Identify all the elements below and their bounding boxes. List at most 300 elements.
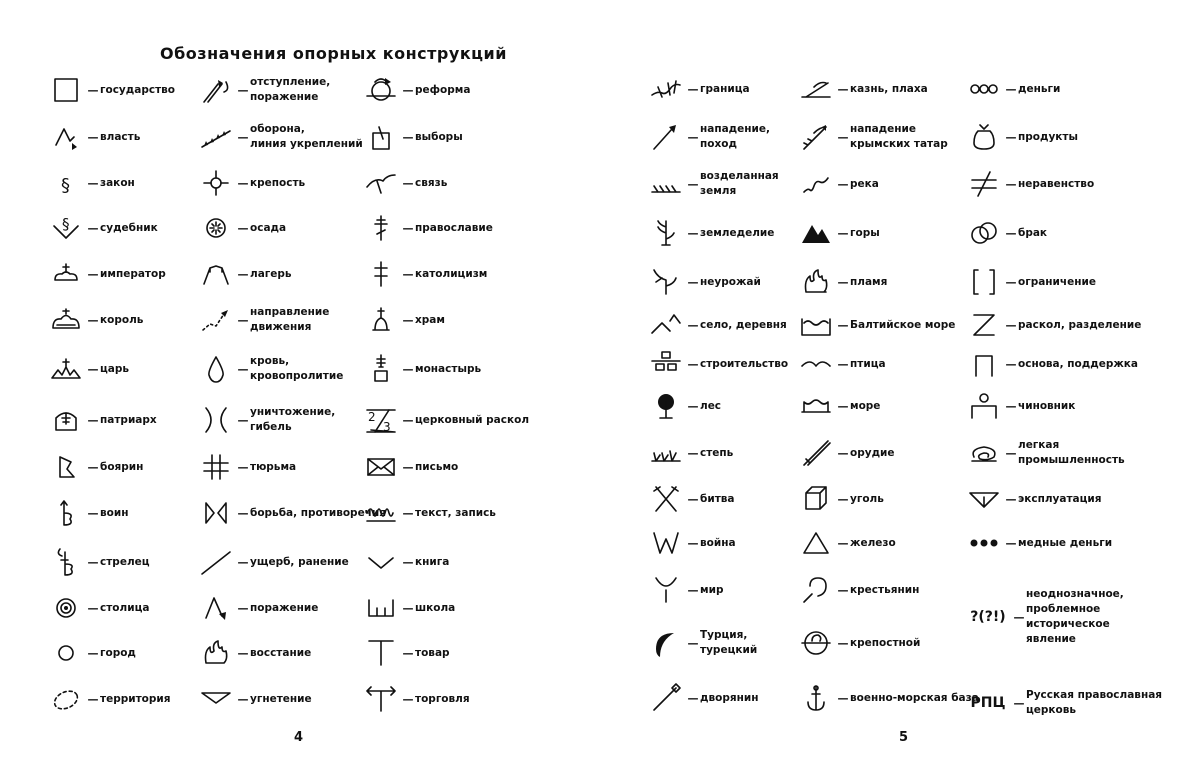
legend-entry [968, 266, 1096, 298]
legend-label: государство [100, 83, 176, 96]
legend-entry [968, 348, 1138, 380]
legend-entry [200, 304, 329, 336]
legend-entry [800, 266, 887, 298]
legend-label: храм [415, 313, 445, 326]
legend-dash: — [837, 357, 849, 371]
legend-entry [968, 483, 1102, 515]
legend-dash: — [402, 176, 414, 190]
legend-dash: — [237, 83, 249, 97]
legend-dash: — [1005, 130, 1017, 144]
legend-label: Балтийское море [850, 318, 956, 331]
legend-entry [650, 309, 787, 341]
legend-dash: — [1005, 399, 1017, 413]
legend-entry [50, 546, 150, 578]
forest-tree-icon [650, 390, 682, 422]
legend-entry [50, 451, 143, 483]
legend-dash: — [837, 636, 849, 650]
marriage-rings-icon [968, 217, 1000, 249]
legend-label: судебник [100, 221, 158, 234]
page-title: Обозначения опорных конструкций [160, 44, 507, 63]
food-sack-icon [968, 121, 1000, 153]
legend-entry [365, 592, 455, 624]
legend-label: возделанная земля [700, 170, 779, 197]
page-number-right: 5 [899, 730, 909, 745]
legend-entry [650, 682, 758, 714]
legend-label: восстание [250, 646, 312, 659]
legend-entry [365, 167, 447, 199]
legend-label: реформа [415, 83, 471, 96]
legend-dash: — [87, 313, 99, 327]
power-arrow-icon [50, 121, 82, 153]
tsar-icon [50, 353, 82, 385]
serf-icon [800, 627, 832, 659]
money-coins-icon [968, 73, 1000, 105]
legend-dash: — [837, 275, 849, 289]
legend-label: эксплуатация [1018, 492, 1102, 505]
legend-entry [968, 168, 1094, 200]
goods-icon [365, 637, 397, 669]
legend-entry [650, 266, 761, 298]
baltic-sea-icon [800, 309, 832, 341]
legend-label: пламя [850, 275, 888, 288]
tatar-attack-icon [800, 121, 832, 153]
legend-dash: — [237, 460, 249, 474]
legend-dash: — [687, 130, 699, 144]
legend-label: столица [100, 601, 150, 614]
legend-label: строительство [700, 357, 789, 370]
legend-entry [50, 304, 143, 336]
mountains-icon [800, 217, 832, 249]
legend-label: текст, запись [415, 506, 496, 519]
legend-label: чиновник [1018, 399, 1076, 412]
legend-dash: — [1013, 696, 1025, 710]
official-icon [968, 390, 1000, 422]
legend-entry [800, 627, 920, 659]
legend-entry [800, 574, 919, 606]
legend-entry [365, 683, 470, 715]
legend-dash: — [1005, 536, 1017, 550]
legend-entry [650, 390, 721, 422]
legend-label: нападение крымских татар [850, 123, 948, 150]
legend-entry [50, 683, 171, 715]
legend-label: река [850, 177, 879, 190]
legend-entry [365, 404, 529, 436]
legend-label: император [100, 267, 166, 280]
legend-label: основа, поддержка [1018, 357, 1139, 370]
legend-label: горы [850, 226, 880, 239]
legend-dash: — [237, 313, 249, 327]
legend-dash: — [87, 646, 99, 660]
legend-dash: — [687, 318, 699, 332]
legend-dash: — [1005, 226, 1017, 240]
legend-dash: — [402, 83, 414, 97]
bird-icon [800, 348, 832, 380]
fortified-line-icon [200, 121, 232, 153]
cultivated-land-icon [650, 168, 682, 200]
legend-dash: — [237, 176, 249, 190]
svg-text:§: § [62, 215, 70, 233]
legend-dash: — [687, 177, 699, 191]
legend-dash: — [687, 636, 699, 650]
legend-entry [50, 404, 157, 436]
legend-entry [365, 304, 445, 336]
legend-dash: — [1005, 446, 1017, 460]
legend-entry [365, 546, 449, 578]
legend-label: отступление, поражение [250, 76, 331, 103]
camp-icon [200, 258, 232, 290]
legend-label: католицизм [415, 267, 488, 280]
peace-icon [650, 574, 682, 606]
legend-dash: — [687, 226, 699, 240]
legend-label: направление движения [250, 306, 330, 333]
legend-dash: — [237, 413, 249, 427]
legend-dash: — [237, 506, 249, 520]
nobleman-sword-icon [650, 682, 682, 714]
legend-dash: — [837, 583, 849, 597]
legend-entry [200, 637, 311, 669]
legend-label: патриарх [100, 413, 157, 426]
svg-text:3: 3 [383, 420, 391, 434]
sea-icon [800, 390, 832, 422]
legend-dash: — [687, 357, 699, 371]
destruction-icon [200, 404, 232, 436]
russian-church-abbr-icon [968, 687, 1008, 719]
legend-label: товар [415, 646, 450, 659]
trade-icon [365, 683, 397, 715]
legend-dash: — [237, 646, 249, 660]
writing-icon [365, 497, 397, 529]
legend-dash: — [237, 221, 249, 235]
legend-dash: — [87, 506, 99, 520]
legend-dash: — [87, 460, 99, 474]
legend-label: торговля [415, 692, 470, 705]
legend-entry [365, 497, 496, 529]
legend-dash: — [837, 492, 849, 506]
connection-icon [365, 167, 397, 199]
legend-label: птица [850, 357, 886, 370]
legend-entry [50, 121, 140, 153]
legend-label: православие [415, 221, 493, 234]
legend-label: Русская православная церковь [1026, 689, 1163, 716]
legend-label: медные деньги [1018, 536, 1113, 549]
legend-entry [800, 527, 896, 559]
legend-entry [50, 353, 129, 385]
legend-entry [200, 212, 286, 244]
legend-entry [800, 73, 928, 105]
legend-dash: — [237, 692, 249, 706]
legend-label: кровь, кровопролитие [250, 355, 344, 382]
legend-dash: — [87, 601, 99, 615]
legend-dash: — [237, 601, 249, 615]
legend-label: воин [100, 506, 129, 519]
legend-label: тюрьма [250, 460, 297, 473]
exploitation-icon [968, 483, 1000, 515]
legend-label: угнетение [250, 692, 312, 705]
legend-entry [365, 637, 450, 669]
streltsy-icon [50, 546, 82, 578]
legend-label: письмо [415, 460, 459, 473]
legend-entry [200, 121, 363, 153]
legend-label: битва [700, 492, 735, 505]
legend-label: продукты [1018, 130, 1079, 143]
symbol-text: ?(?!) [970, 609, 1006, 625]
execution-icon [800, 73, 832, 105]
capital-icon [50, 592, 82, 624]
river-icon [800, 168, 832, 200]
legend-entry [50, 167, 135, 199]
foundation-icon [968, 348, 1000, 380]
legend-entry [968, 309, 1141, 341]
legend-label: железо [850, 536, 896, 549]
attack-arrow-icon [650, 121, 682, 153]
letter-envelope-icon [365, 451, 397, 483]
legend-dash: — [87, 267, 99, 281]
legend-label: неурожай [700, 275, 761, 288]
legend-label: дворянин [700, 691, 759, 704]
legend-dash: — [402, 646, 414, 660]
svg-text:2: 2 [368, 410, 376, 424]
legend-entry [800, 348, 886, 380]
border-icon [650, 73, 682, 105]
legend-dash: — [402, 130, 414, 144]
legend-label: уничтожение, гибель [250, 406, 336, 433]
legend-label: раскол, разделение [1018, 318, 1142, 331]
legend-dash: — [402, 555, 414, 569]
damage-line-icon [200, 546, 232, 578]
split-z-icon [968, 309, 1000, 341]
legend-label: крепостной [850, 636, 921, 649]
legend-label: степь [700, 446, 734, 459]
legend-entry [365, 451, 458, 483]
ballot-box-icon [365, 121, 397, 153]
legend-entry [650, 527, 736, 559]
legend-label: боярин [100, 460, 144, 473]
legend-entry [968, 687, 1162, 719]
legend-entry [200, 683, 312, 715]
legend-label: ущерб, ранение [250, 555, 349, 568]
legend-label: борьба, противоречия [250, 506, 386, 519]
legend-dash: — [687, 275, 699, 289]
legend-dash: — [687, 82, 699, 96]
legend-dash: — [837, 226, 849, 240]
legend-entry [800, 217, 880, 249]
legend-dash: — [87, 413, 99, 427]
peasant-sickle-icon [800, 574, 832, 606]
legend-dash: — [237, 362, 249, 376]
blood-drop-icon [200, 353, 232, 385]
legend-entry [650, 121, 770, 153]
legend-label: нападение, поход [700, 123, 771, 150]
struggle-icon [200, 497, 232, 529]
legend-entry [800, 682, 979, 714]
inequality-icon [968, 168, 1000, 200]
legend-entry [200, 497, 386, 529]
fortress-icon [200, 167, 232, 199]
law-code-icon [50, 212, 82, 244]
legend-entry [50, 637, 136, 669]
legend-entry [968, 390, 1075, 422]
legend-entry [200, 404, 335, 436]
legend-dash: — [837, 318, 849, 332]
weapon-icon [800, 437, 832, 469]
restriction-brackets-icon [968, 266, 1000, 298]
legend-dash: — [402, 221, 414, 235]
legend-label: крепость [250, 176, 306, 189]
war-icon [650, 527, 682, 559]
flame-icon [800, 266, 832, 298]
symbol-text: РПЦ [970, 695, 1006, 711]
legend-label: село, деревня [700, 318, 787, 331]
legend-dash: — [402, 460, 414, 474]
legend-dash: — [1013, 610, 1025, 624]
emperor-crown-icon [50, 258, 82, 290]
construction-icon [650, 348, 682, 380]
legend-dash: — [1005, 82, 1017, 96]
legend-dash: — [402, 267, 414, 281]
legend-dash: — [837, 399, 849, 413]
legend-dash: — [837, 82, 849, 96]
legend-entry [200, 546, 349, 578]
legend-entry [365, 121, 463, 153]
legend-label: море [850, 399, 881, 412]
legend-entry [200, 258, 292, 290]
steppe-icon [650, 437, 682, 469]
legend-dash: — [402, 413, 414, 427]
legend-dash: — [237, 555, 249, 569]
legend-dash: — [87, 362, 99, 376]
legend-entry [50, 592, 149, 624]
legend-dash: — [402, 506, 414, 520]
coal-cube-icon [800, 483, 832, 515]
legend-label: связь [415, 176, 448, 189]
legend-dash: — [402, 362, 414, 376]
legend-dash: — [687, 691, 699, 705]
legend-entry [800, 309, 955, 341]
legend-label: неравенство [1018, 177, 1095, 190]
legend-dash: — [87, 83, 99, 97]
legend-label: крестьянин [850, 583, 920, 596]
legend-dash: — [237, 130, 249, 144]
legend-label: деньги [1018, 82, 1061, 95]
legend-label: территория [100, 692, 171, 705]
legend-label: книга [415, 555, 450, 568]
legend-entry [968, 527, 1112, 559]
legend-label: брак [1018, 226, 1048, 239]
ambiguous-icon [968, 601, 1008, 633]
territory-icon [50, 683, 82, 715]
legend-dash: — [837, 130, 849, 144]
naval-base-icon [800, 682, 832, 714]
patriarch-icon [50, 404, 82, 436]
legend-dash: — [402, 692, 414, 706]
legend-entry [365, 258, 487, 290]
paragraph-icon [50, 167, 82, 199]
legend-label: осада [250, 221, 287, 234]
legend-entry [200, 167, 305, 199]
legend-entry [650, 73, 750, 105]
legend-dash: — [237, 267, 249, 281]
legend-dash: — [687, 536, 699, 550]
legend-entry [365, 353, 481, 385]
oppression-triangle-icon [200, 683, 232, 715]
legend-dash: — [87, 555, 99, 569]
light-industry-icon [968, 437, 1000, 469]
legend-entry [650, 348, 788, 380]
legend-entry [50, 497, 128, 529]
svg-text:§: § [61, 175, 70, 196]
legend-dash: — [1005, 492, 1017, 506]
legend-entry [968, 437, 1168, 469]
monastery-icon [365, 353, 397, 385]
legend-entry [200, 451, 296, 483]
agriculture-icon [650, 217, 682, 249]
battle-icon [650, 483, 682, 515]
legend-entry [200, 353, 343, 385]
legend-dash: — [687, 446, 699, 460]
movement-direction-icon [200, 304, 232, 336]
copper-money-icon [968, 527, 1000, 559]
legend-entry [650, 168, 779, 200]
legend-label: выборы [415, 130, 463, 143]
king-crown-icon [50, 304, 82, 336]
legend-entry [800, 483, 884, 515]
legend-entry [968, 217, 1047, 249]
warrior-icon [50, 497, 82, 529]
legend-dash: — [837, 536, 849, 550]
legend-dash: — [687, 492, 699, 506]
legend-dash: — [687, 583, 699, 597]
legend-label: уголь [850, 492, 884, 505]
legend-label: царь [100, 362, 130, 375]
legend-dash: — [1005, 177, 1017, 191]
legend-dash: — [402, 313, 414, 327]
legend-label: мир [700, 583, 724, 596]
legend-label: земледелие [700, 226, 775, 239]
legend-label: стрелец [100, 555, 150, 568]
legend-label: оборона, линия укреплений [250, 123, 363, 150]
boyar-icon [50, 451, 82, 483]
legend-label: школа [415, 601, 456, 614]
reform-icon [365, 74, 397, 106]
legend-entry [650, 437, 733, 469]
legend-dash: — [1005, 318, 1017, 332]
legend-label: закон [100, 176, 135, 189]
legend-entry [800, 390, 880, 422]
legend-label: власть [100, 130, 141, 143]
book-icon [365, 546, 397, 578]
defeat-icon [200, 592, 232, 624]
legend-label: поражение [250, 601, 319, 614]
legend-dash: — [87, 176, 99, 190]
school-icon [365, 592, 397, 624]
uprising-fire-icon [200, 637, 232, 669]
legend-label: орудие [850, 446, 895, 459]
legend-entry [50, 212, 158, 244]
iron-triangle-icon [800, 527, 832, 559]
legend-entry [650, 217, 774, 249]
retreat-arrow-icon [200, 74, 232, 106]
legend-label: легкая промышленность [1018, 439, 1125, 466]
legend-label: война [700, 536, 736, 549]
crescent-icon [650, 627, 682, 659]
legend-label: казнь, плаха [850, 82, 928, 95]
legend-label: Турция, турецкий [700, 629, 758, 656]
legend-entry [650, 627, 757, 659]
legend-entry [800, 437, 895, 469]
square-icon [50, 74, 82, 106]
catholic-cross-icon [365, 258, 397, 290]
prison-grid-icon [200, 451, 232, 483]
